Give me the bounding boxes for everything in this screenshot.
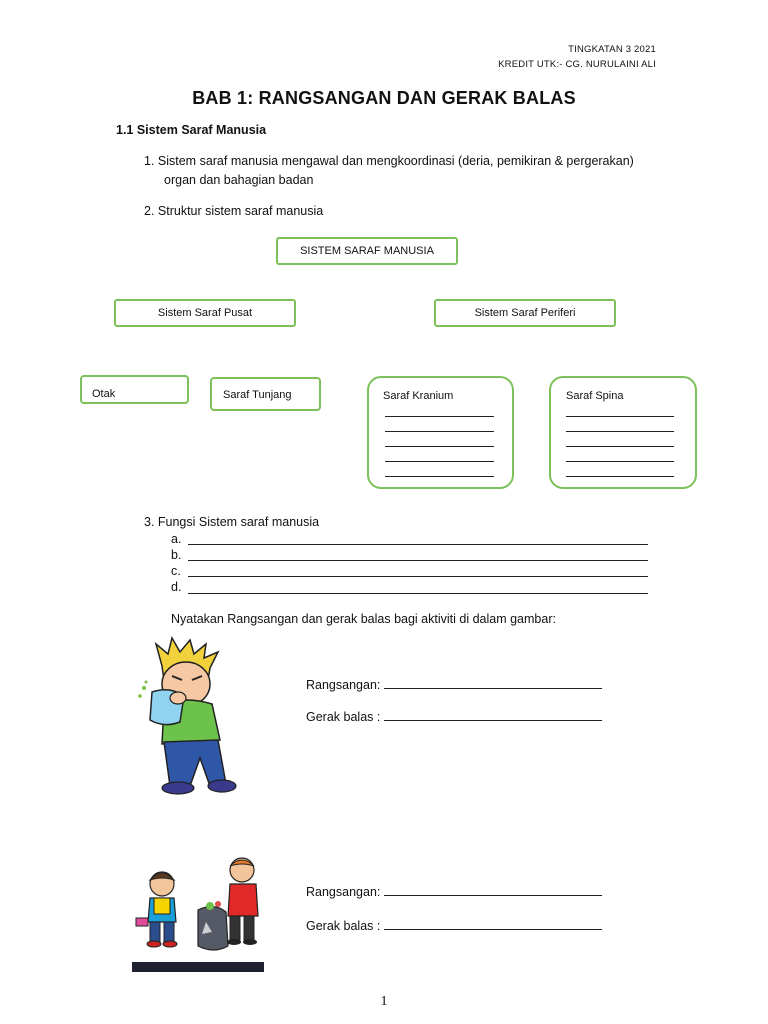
root-label: SISTEM SARAF MANUSIA	[300, 245, 434, 257]
blank-line	[385, 416, 494, 417]
blank-line	[566, 446, 674, 447]
blank-line	[566, 416, 674, 417]
spinal-cord-label: Saraf Tunjang	[223, 389, 292, 401]
function-c-line	[188, 576, 648, 577]
blank-line	[385, 431, 494, 432]
instruction-text: Nyatakan Rangsangan dan gerak balas bagi aktiviti di dalam gambar:	[171, 612, 556, 626]
blank-line	[385, 476, 494, 477]
chapter-title: BAB 1: RANGSANGAN DAN GERAK BALAS	[192, 88, 576, 108]
function-d-label: d.	[171, 580, 182, 594]
cranial-box	[367, 376, 514, 489]
cranial-label: Saraf Kranium	[383, 390, 454, 402]
activity-2-stimulus-label: Rangsangan:	[306, 885, 381, 899]
spinal-label: Saraf Spina	[566, 390, 624, 402]
credit-label: KREDIT UTK:- CG. NURULAINI ALI	[498, 59, 656, 70]
function-b-label: b.	[171, 548, 182, 562]
function-a-line	[188, 544, 648, 545]
spinal-box	[549, 376, 697, 489]
function-c-label: c.	[171, 564, 181, 578]
activity-1-response-label: Gerak balas :	[306, 710, 381, 724]
brain-box	[80, 375, 189, 404]
function-a-label: a.	[171, 532, 182, 546]
activity-2-stimulus-blank	[384, 895, 602, 896]
item-1-line-1: 1. Sistem saraf manusia mengawal dan mengkoordinasi (deria, pemikiran & pergerakan)	[144, 154, 634, 168]
kids-trash-illustration	[132, 854, 264, 974]
activity-2-stimulus	[306, 885, 602, 899]
central-label: Sistem Saraf Pusat	[157, 307, 253, 319]
peripheral-box	[434, 299, 616, 327]
item-3: 3. Fungsi Sistem saraf manusia	[144, 515, 320, 529]
activity-1-response	[306, 710, 602, 724]
item-1-line-2: organ dan bahagian badan	[164, 173, 314, 187]
peripheral-label: Sistem Saraf Periferi	[474, 307, 576, 319]
activity-1-stimulus-label: Rangsangan:	[306, 678, 381, 692]
sneezing-boy-illustration	[134, 636, 246, 796]
grade-label: TINGKATAN 3 2021	[568, 44, 656, 55]
activity-1-stimulus-blank	[384, 688, 602, 689]
page-number: 1	[380, 994, 388, 1009]
blank-line	[385, 461, 494, 462]
activity-1-response-blank	[384, 720, 602, 721]
activity-2-response-label: Gerak balas :	[306, 919, 381, 933]
blank-line	[566, 461, 674, 462]
blank-line	[385, 446, 494, 447]
blank-line	[566, 476, 674, 477]
root-box	[276, 237, 458, 265]
central-box	[114, 299, 296, 327]
function-d-line	[188, 593, 648, 594]
item-2: 2. Struktur sistem saraf manusia	[144, 204, 324, 218]
spinal-cord-box	[210, 377, 321, 411]
activity-2-response-blank	[384, 929, 602, 930]
function-b-line	[188, 560, 648, 561]
blank-line	[566, 431, 674, 432]
brain-label: Otak	[92, 388, 116, 400]
activity-1-stimulus	[306, 678, 602, 692]
section-heading: 1.1 Sistem Saraf Manusia	[116, 123, 267, 137]
activity-2-response	[306, 919, 602, 933]
